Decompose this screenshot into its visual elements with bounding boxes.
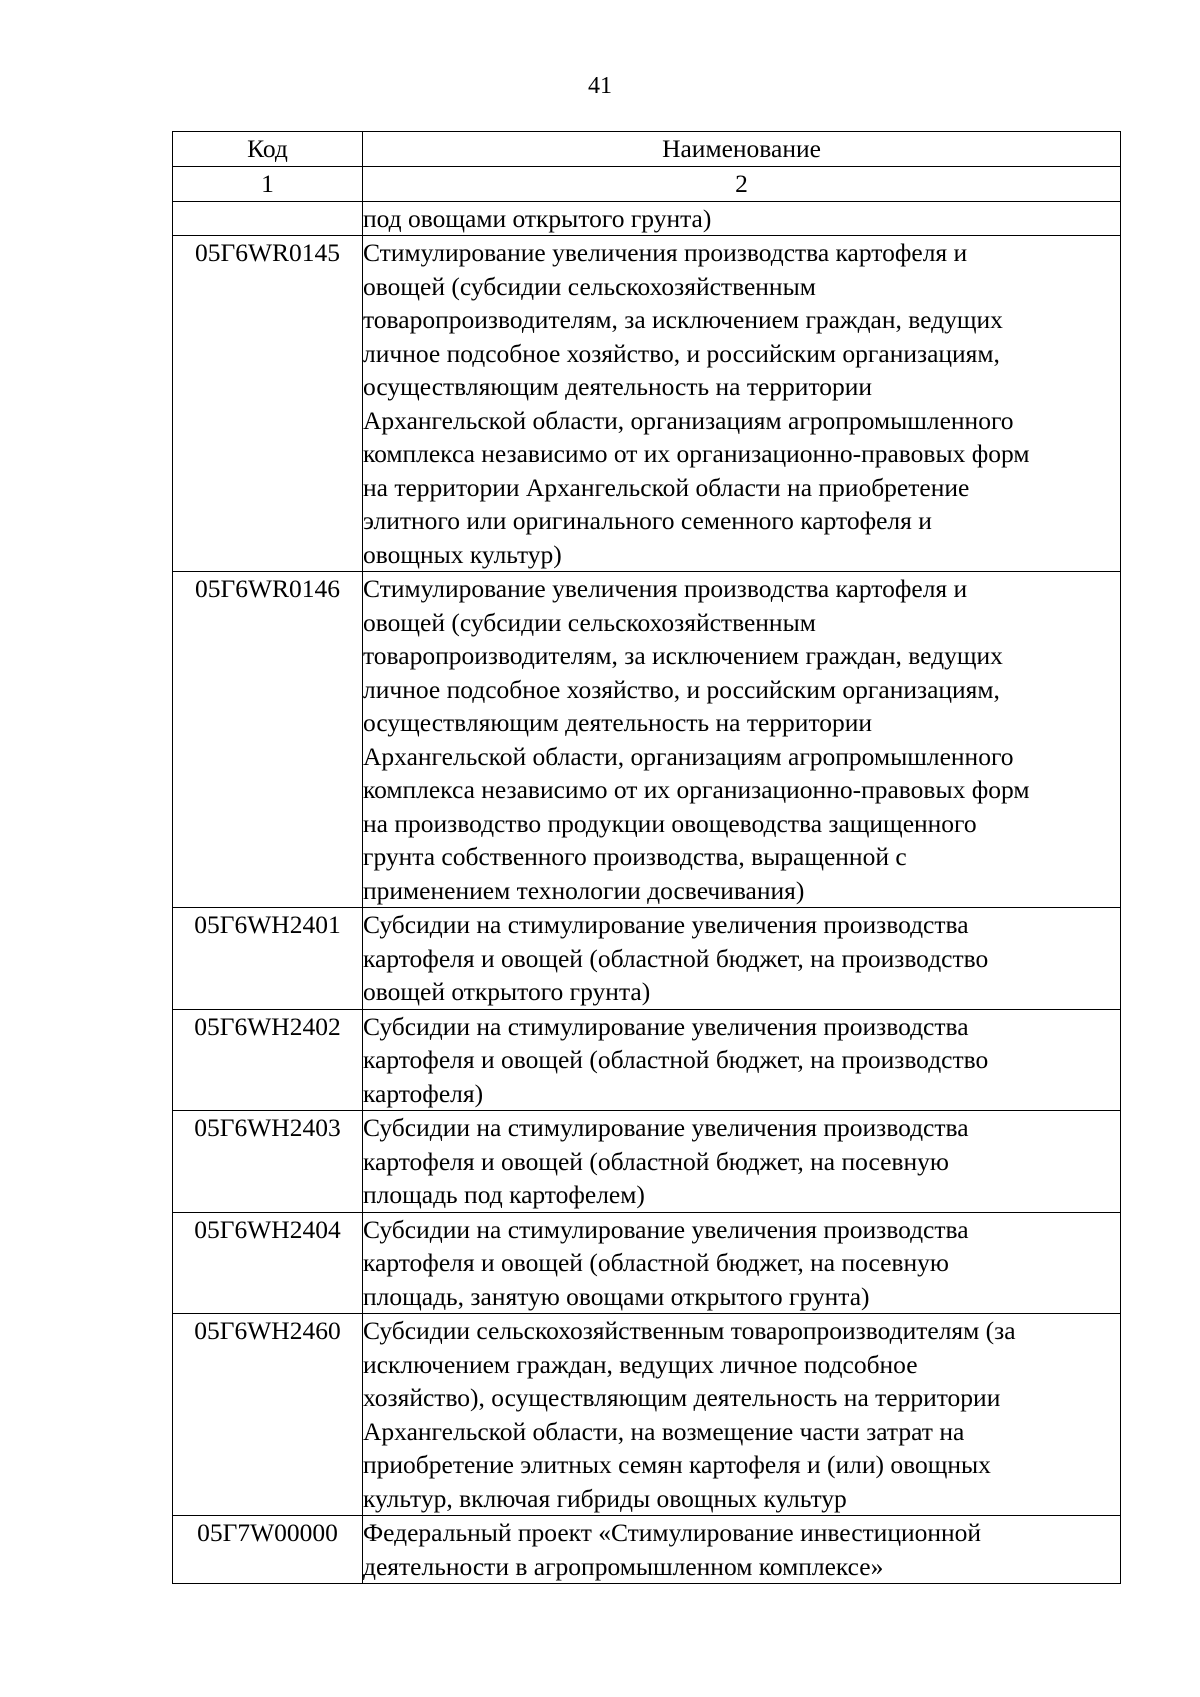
row-name-line: применением технологии досвечивания)	[363, 875, 805, 905]
row-code: 05Г6WR0145	[173, 236, 363, 572]
row-name-line: на территории Архангельской области на приобретение	[363, 472, 970, 502]
row-code: 05Г6WH2402	[173, 1009, 363, 1111]
index-name: 2	[363, 167, 1121, 202]
row-name-line: картофеля)	[363, 1078, 484, 1108]
table-row	[173, 1212, 1121, 1314]
row-name-line: деятельности в агропромышленном комплексе»	[363, 1551, 884, 1581]
row-name-line: Архангельской области, на возмещение части затрат на	[363, 1416, 965, 1446]
row-code	[173, 201, 363, 236]
row-name-line: овощей (субсидии сельскохозяйственным	[363, 607, 816, 637]
row-name-line: картофеля и овощей (областной бюджет, на производство	[363, 943, 989, 973]
row-name-line: осуществляющим деятельность на территории	[363, 708, 873, 737]
row-name	[363, 1516, 1121, 1584]
table-row	[173, 236, 1121, 572]
row-name-line: на производство продукции овощеводства защищенного	[363, 808, 977, 838]
row-code: 05Г7W00000	[173, 1516, 363, 1584]
row-name	[363, 1314, 1121, 1516]
row-name	[363, 236, 1121, 572]
classification-table	[172, 131, 1121, 1584]
row-name	[363, 1212, 1121, 1314]
row-code: 05Г6WH2460	[173, 1314, 363, 1516]
header-name: Наименование	[363, 132, 1121, 167]
row-name-line: осуществляющим деятельность на территории	[363, 372, 873, 401]
page-number: 41	[588, 73, 612, 99]
row-name-line: овощей открытого грунта)	[363, 977, 651, 1006]
table-row	[173, 908, 1121, 1010]
row-name-line: приобретение элитных семян картофеля и (или) овощных	[363, 1450, 991, 1479]
row-name-line: Архангельской области, организациям агропромышленного	[363, 405, 1014, 435]
column-index-row	[173, 167, 1121, 202]
row-name-line: Субсидии на стимулирование увеличения производства	[363, 1011, 969, 1041]
row-name-line: площадь под картофелем)	[363, 1180, 645, 1209]
header-row	[173, 132, 1121, 167]
table-row	[173, 1111, 1121, 1213]
row-name-line: овощей (субсидии сельскохозяйственным	[363, 271, 816, 301]
row-name-line: грунта собственного производства, выращенной с	[363, 842, 907, 871]
row-name	[363, 1111, 1121, 1213]
row-name-line: картофеля и овощей (областной бюджет, на посевную	[363, 1248, 949, 1277]
row-code: 05Г6WR0146	[173, 572, 363, 908]
header-code: Код	[173, 132, 363, 167]
row-name-line: Субсидии сельскохозяйственным товаропроизводителям (за	[363, 1316, 1016, 1345]
row-name-line: картофеля и овощей (областной бюджет, на производство	[363, 1045, 989, 1074]
row-code: 05Г6WH2404	[173, 1212, 363, 1314]
row-name-line: Субсидии на стимулирование увеличения производства	[363, 910, 969, 939]
row-name	[363, 572, 1121, 908]
row-name-line: комплекса независимо от их организационно-правовых форм	[363, 775, 1030, 804]
table-row	[173, 1314, 1121, 1516]
row-name-line: под овощами открытого грунта)	[363, 203, 712, 233]
row-name-line: элитного или оригинального семенного картофеля и	[363, 506, 932, 535]
row-name-line: Стимулирование увеличения производства картофеля и	[363, 574, 968, 603]
row-name-line: овощных культур)	[363, 539, 562, 569]
row-name-line: исключением граждан, ведущих личное подсобное	[363, 1349, 918, 1379]
row-name-line: площадь, занятую овощами открытого грунта)	[363, 1281, 870, 1311]
table-row	[173, 1516, 1121, 1584]
table-row	[173, 201, 1121, 236]
row-name	[363, 1009, 1121, 1111]
row-name-line: личное подсобное хозяйство, и российским организациям,	[363, 338, 1000, 368]
row-code: 05Г6WH2403	[173, 1111, 363, 1213]
row-name-line: товаропроизводителям, за исключением граждан, ведущих	[363, 305, 1003, 334]
row-name-line: Субсидии на стимулирование увеличения производства	[363, 1214, 969, 1244]
row-name-line: товаропроизводителям, за исключением граждан, ведущих	[363, 641, 1003, 670]
row-name-line: личное подсобное хозяйство, и российским организациям,	[363, 674, 1000, 704]
table-row	[173, 572, 1121, 908]
row-name-line: культур, включая гибриды овощных культур	[363, 1483, 847, 1513]
index-code: 1	[173, 167, 363, 202]
row-name-line: Архангельской области, организациям агропромышленного	[363, 741, 1014, 771]
row-name-line: Стимулирование увеличения производства картофеля и	[363, 238, 968, 267]
row-name	[363, 201, 1121, 236]
row-name	[363, 908, 1121, 1010]
row-name-line: картофеля и овощей (областной бюджет, на посевную	[363, 1146, 949, 1176]
row-code: 05Г6WH2401	[173, 908, 363, 1010]
table-body	[173, 132, 1121, 1584]
row-name-line: комплекса независимо от их организационно-правовых форм	[363, 439, 1030, 468]
row-name-line: хозяйство), осуществляющим деятельность на территории	[363, 1383, 1001, 1412]
row-name-line: Субсидии на стимулирование увеличения производства	[363, 1113, 969, 1142]
row-name-line: Федеральный проект «Стимулирование инвестиционной	[363, 1518, 982, 1547]
table-row	[173, 1009, 1121, 1111]
